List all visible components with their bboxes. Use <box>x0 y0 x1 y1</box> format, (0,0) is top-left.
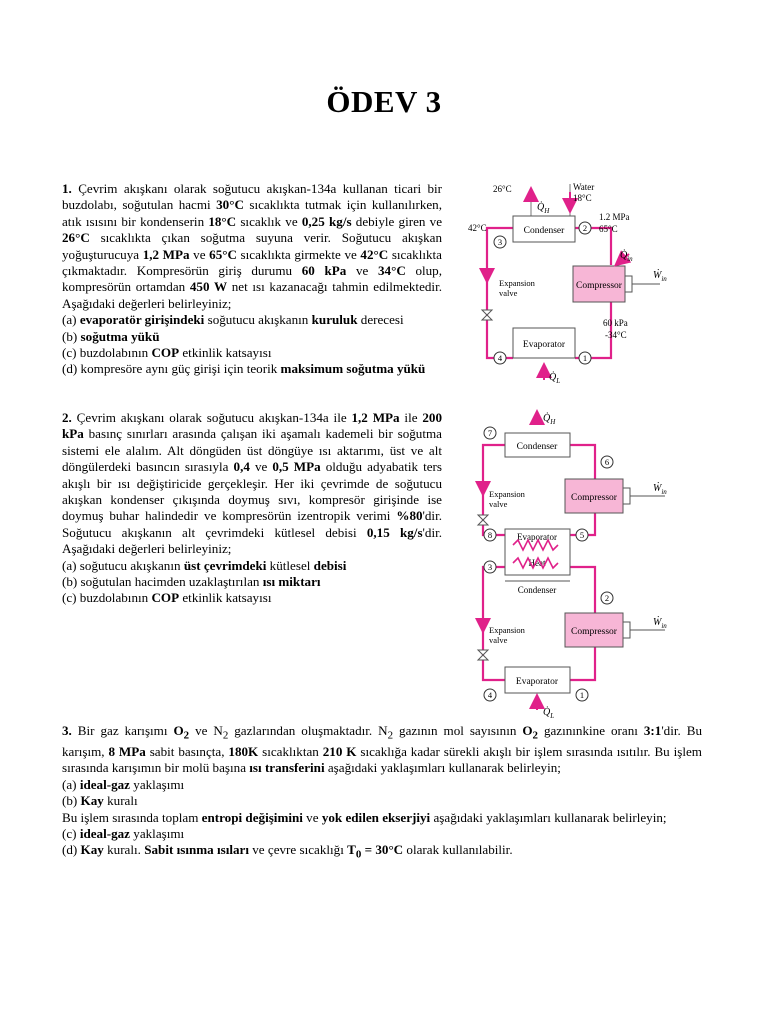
svg-text:3: 3 <box>487 562 493 572</box>
question-2 <box>62 410 442 607</box>
ql-label: $Q̇_L$ <box>543 707 555 720</box>
question-3-subtask: Bu işlem sırasında toplam entropi değişimini ve yok edilen ekserjiyi aşağıdaki yaklaşımları kullanarak belirleyin; <box>62 809 667 825</box>
question-1-item-a: (a) evaporatör girişindeki soğutucu akışkanın kuruluk derecesi <box>62 312 404 328</box>
qh-label: $Q̇_H$ <box>543 413 556 426</box>
refrigeration-cycle-diagram <box>465 180 705 390</box>
lower-condenser-label: Condenser <box>517 585 557 595</box>
svg-text:valve: valve <box>489 499 508 509</box>
water-out-temp: 26°C <box>493 184 512 194</box>
svg-text:Heat: Heat <box>528 558 546 568</box>
question-1-item-b: (b) soğutma yükü <box>62 328 160 344</box>
upper-win-label: Ẇ$_{in}$ <box>653 483 667 496</box>
condenser-label: Condenser <box>523 226 565 236</box>
question-1-item-c: (c) buzdolabının COP etkinlik katsayısı <box>62 345 272 361</box>
svg-text:4: 4 <box>497 353 503 363</box>
svg-text:5: 5 <box>579 530 585 540</box>
compressor-in-temp: -34°C <box>605 330 627 340</box>
lower-win-label: Ẇ$_{in}$ <box>653 617 667 630</box>
svg-text:8: 8 <box>487 530 493 540</box>
svg-text:Expansion: Expansion <box>489 625 525 635</box>
svg-text:Condenser: Condenser <box>516 442 558 452</box>
page-title: ÖDEV 3 <box>326 84 442 119</box>
svg-text:Expansion: Expansion <box>499 278 535 288</box>
question-1 <box>62 181 442 378</box>
svg-text:Evaporator: Evaporator <box>515 677 559 687</box>
question-3 <box>62 723 702 863</box>
question-1-item-d: (d) kompresöre aynı güç girişi için teorik maksimum soğutma yükü <box>62 361 426 377</box>
condenser-in-temp: 65°C <box>599 224 618 234</box>
question-3-item-a: (a) ideal-gaz yaklaşımı <box>62 776 185 792</box>
lower-expansion-valve-icon <box>478 650 488 660</box>
ql-label: $Q̇_L$ <box>549 372 561 385</box>
compressor-in-pressure: 60 kPa <box>603 318 628 328</box>
svg-text:valve: valve <box>499 288 518 298</box>
svg-text:2: 2 <box>582 223 588 233</box>
svg-text:1: 1 <box>579 690 585 700</box>
svg-text:1: 1 <box>582 353 588 363</box>
expansion-valve-icon <box>482 310 492 320</box>
cascade-refrigeration-diagram <box>465 405 705 725</box>
svg-text:3: 3 <box>497 237 503 247</box>
question-3-item-b: (b) Kay kuralı <box>62 793 138 809</box>
question-2-item-b: (b) soğutulan hacimden uzaklaştırılan ısı miktarı <box>62 574 321 590</box>
svg-text:7: 7 <box>487 428 493 438</box>
svg-text:valve: valve <box>489 635 508 645</box>
svg-text:Expansion: Expansion <box>489 489 525 499</box>
compressor-label: Compressor <box>576 281 622 291</box>
svg-text:Compressor: Compressor <box>571 627 617 637</box>
qh-label: $Q̇_H$ <box>537 202 550 215</box>
question-2-item-c: (c) buzdolabının COP etkinlik katsayısı <box>62 590 272 606</box>
compressor-shaft <box>625 276 632 292</box>
question-2-item-a: (a) soğutucu akışkanın üst çevrimdeki kütlesel debisi <box>62 557 347 573</box>
question-3-item-c: (c) ideal-gaz yaklaşımı <box>62 826 185 842</box>
qin-label: $Q̇_{in}$ <box>620 250 633 263</box>
question-3-item-d: (d) Kay kuralı. Sabit ısınma ısıları ve çevre sıcaklığı $T_0 = 30^\circ C$ olarak kullanılabilir. <box>62 842 513 862</box>
condenser-in-pressure: 1.2 MPa <box>599 212 630 222</box>
win-label: Ẇ$_{in}$ <box>653 270 667 283</box>
question-2-statement: 2. Çevrim akışkanı olarak soğutucu akışkan-134a ile 1,2 MPa ile 200 kPa basınç sınırları arasında çalışan iki aşamalı kademeli bir soğutma sistemi ele alalım. Alt döngüden üst döngüye ısı aktarımı, üst ve alt döngülerdeki basıncın sırasıyla 0,4 ve 0,5 MPa olduğu adyabatik ters akışlı bir ısı değiştiricide gerçekleşir. Her iki çevrimde de soğutucu akışkan kondenser çıkışında doymuş sıvı, kompresör girişinde ise doymuş buhar halindedir ve kompresörün izentropik verimi %80'dir. Soğutucu akışkanın alt çevrimdeki kütlesel debisi 0,15 kg/s'dir. Aşağıdaki değerleri belirleyiniz; <box>62 410 443 557</box>
svg-text:Compressor: Compressor <box>571 493 617 503</box>
svg-text:6: 6 <box>604 457 610 467</box>
svg-text:2: 2 <box>604 593 610 603</box>
condenser-out-temp: 42°C <box>468 223 487 233</box>
refrigerant-line-compressor-in <box>575 300 611 358</box>
question-3-statement: 3. Bir gaz karışımı $O_2$ ve $N_2$ gazlarından oluşmaktadır. $N_2$ gazının mol sayısının $O_2$ gazınınkine oranı 3:1'dir. Bu karışım, 8 MPa sabit basınçta, 180K sıcaklıktan 210 K sıcaklığa kadar sürekli akışlı bir işlem sırasında ısıtılır. Bu işlem sırasında karışımın bir molü başına ısı transferini aşağıdaki yaklaşımları kullanarak belirleyin; <box>62 723 703 776</box>
question-1-statement: 1. Çevrim akışkanı olarak soğutucu akışkan-134a kullanan ticari bir buzdolabı, soğutulan hacmi 30°C sıcaklıkta tutmak için kullanılırken, atık ısısını bir kondenserin 18°C sıcaklık ve 0,25 kg/s debiyle giren ve 26°C sıcaklıkta çıkan soğutma suyuna verir. Soğutucu akışkan yoğuşturucuya 1,2 MPa ve 65°C sıcaklıkta girmekte ve 42°C sıcaklıkta çıkmaktadır. Kompresörün giriş durumu 60 kPa ve 34°C olup, kompresörün ortamdan 450 W net ısı kazanacağı tahmin edilmektedir. Aşağıdaki değerleri belirleyiniz; <box>62 181 443 311</box>
upper-expansion-valve-icon <box>478 515 488 525</box>
water-label: Water <box>573 182 595 192</box>
svg-text:Evaporator: Evaporator <box>517 532 557 542</box>
evaporator-label: Evaporator <box>522 340 566 350</box>
water-in-temp: 18°C <box>573 193 592 203</box>
svg-text:4: 4 <box>487 690 493 700</box>
